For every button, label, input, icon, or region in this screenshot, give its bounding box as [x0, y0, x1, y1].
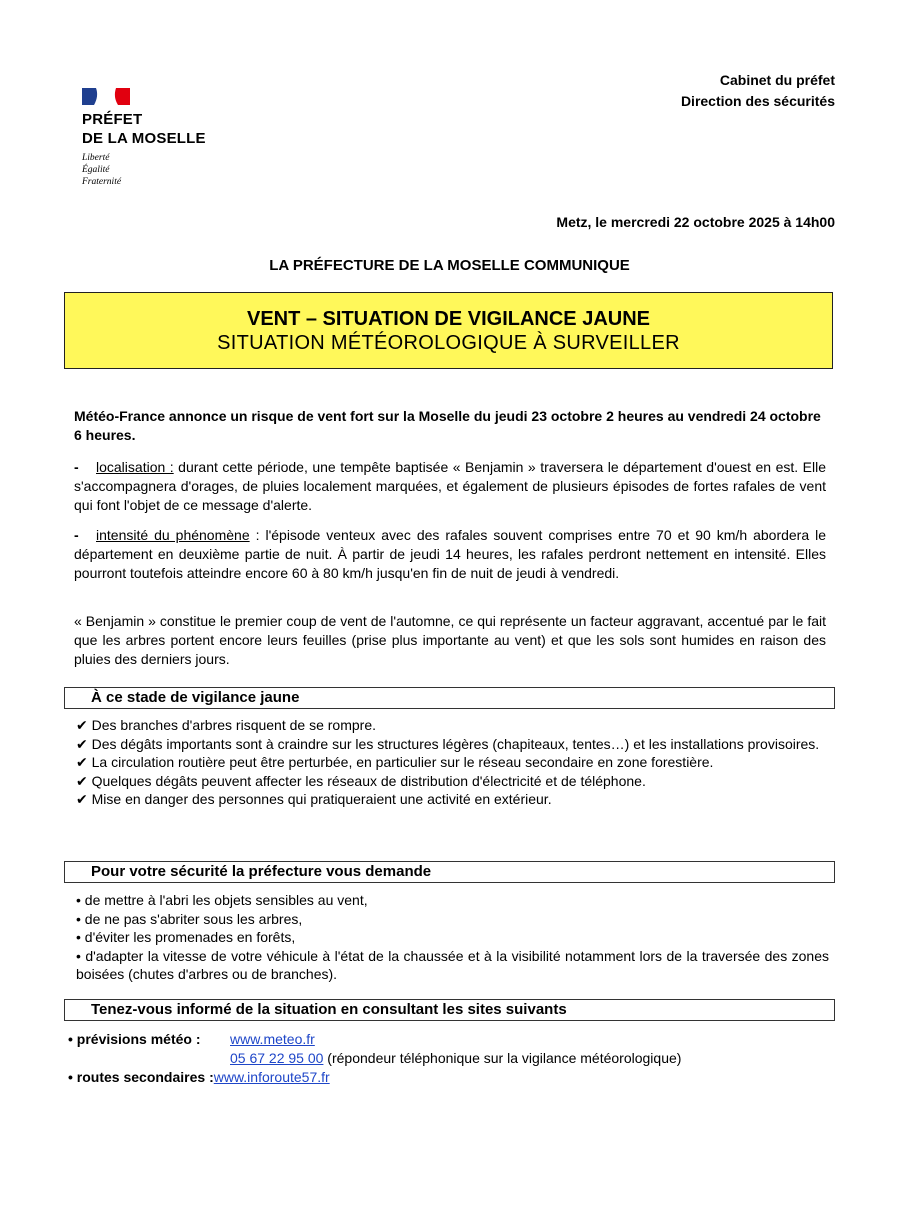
intensite-text: : l'épisode venteux avec des rafales souvent comprises entre 70 et 90 km/h abordera le département en deuxième partie de nuit. À partir de jeudi 14 heures, les rafales perdront nettement en intensité. Elles pourront toutefois atteindre encore 60 à 80 km/h jusqu'en fin de nuit de jeudi à vendredi. — [74, 527, 826, 581]
dateline: Metz, le mercredi 22 octobre 2025 à 14h00 — [556, 214, 835, 230]
list-item: ✔ Mise en danger des personnes qui pratiqueraient une activité en extérieur. — [76, 791, 552, 807]
list-item: ✔ Des dégâts importants sont à craindre sur les structures légères (chapiteaux, tentes…) et les installations provisoires. — [76, 735, 820, 752]
list-item: • d'adapter la vitesse de votre véhicule à l'état de la chaussée et à la visibilité notamment lors de la traversée des zones boisées (chutes d'arbres ou de branches). — [76, 947, 829, 982]
dash-bullet: - — [74, 459, 79, 475]
vigilance-section-title: À ce stade de vigilance jaune — [64, 687, 835, 709]
check-icon: ✔ — [76, 735, 88, 752]
intro-paragraph: Météo-France annonce un risque de vent fort sur la Moselle du jeudi 23 octobre 2 heures au vendredi 24 octobre 6 heures. — [74, 408, 821, 443]
republic-flag-icon — [82, 88, 130, 105]
routes-row — [68, 1068, 330, 1087]
routes-label: routes secondaires : — [76, 1069, 214, 1085]
check-icon: ✔ — [76, 791, 88, 807]
motto-liberte: Liberté — [82, 153, 110, 163]
issuer-direction: Direction des sécurités — [680, 93, 835, 109]
list-item: ✔ La circulation routière peut être perturbée, en particulier sur le réseau secondaire en zone forestière. — [76, 754, 714, 770]
alert-subtitle: SITUATION MÉTÉOROLOGIQUE À SURVEILLER — [217, 332, 680, 354]
benjamin-paragraph: « Benjamin » constitue le premier coup de vent de l'automne, ce qui représente un facteur aggravant, accentué par le fait que les arbres portent encore leurs feuilles (prise plus importante au vent) et que les sols sont humides en raison des pluies des derniers jours. — [74, 613, 826, 667]
vigilance-list — [76, 716, 829, 809]
securite-section-title: Pour votre sécurité la préfecture vous demande — [64, 861, 835, 883]
alert-title: VENT – SITUATION DE VIGILANCE JAUNE — [246, 308, 650, 330]
motto-fraternite: Fraternité — [82, 177, 122, 187]
info-sites — [68, 1030, 682, 1087]
list-item: • de ne pas s'abriter sous les arbres, — [76, 910, 303, 927]
bullet-icon: • — [76, 929, 81, 945]
dash-bullet: - — [74, 527, 79, 543]
republic-motto — [82, 152, 121, 188]
check-icon: ✔ — [76, 717, 88, 733]
bullet-icon: • — [68, 1031, 73, 1047]
securite-list — [76, 891, 829, 984]
phone-link[interactable]: 05 67 22 95 00 — [230, 1050, 324, 1066]
vigilance-alert-banner — [64, 292, 833, 369]
meteo-label: prévisions météo : — [76, 1031, 201, 1047]
list-item: ✔ Des branches d'arbres risquent de se rompre. — [76, 717, 376, 733]
localisation-text: durant cette période, une tempête baptisée « Benjamin » traversera le département d'ouest en est. Elle s'accompagnera d'orages, de pluies localement marquées, et également de plusieurs épisodes de fortes rafales de vent qui font l'objet de ce message d'alerte. — [74, 459, 826, 513]
bullet-icon: • — [76, 892, 81, 908]
info-section-title: Tenez-vous informé de la situation en consultant les sites suivants — [64, 999, 835, 1021]
meteo-row — [68, 1030, 330, 1049]
list-item: • d'éviter les promenades en forêts, — [76, 929, 296, 945]
issuer-block — [681, 70, 835, 112]
logo-title-line2: DE LA MOSELLE — [82, 130, 206, 147]
phone-note: (répondeur téléphonique sur la vigilance météorologique) — [323, 1050, 682, 1066]
list-item: ✔ Quelques dégâts peuvent affecter les réseaux de distribution d'électricité et de téléphone. — [76, 772, 646, 789]
bullet-icon: • — [76, 947, 81, 964]
check-icon: ✔ — [76, 754, 88, 770]
localisation-paragraph — [74, 458, 826, 515]
issuer-cabinet: Cabinet du préfet — [719, 72, 835, 88]
routes-link[interactable]: www.inforoute57.fr — [213, 1069, 330, 1085]
communique-title: LA PRÉFECTURE DE LA MOSELLE COMMUNIQUE — [269, 257, 630, 274]
list-item: • de mettre à l'abri les objets sensibles au vent, — [76, 892, 368, 908]
phone-row — [68, 1049, 682, 1068]
prefet-logo-title — [82, 110, 206, 148]
check-icon: ✔ — [76, 772, 88, 789]
bullet-icon: • — [76, 910, 81, 927]
meteo-link[interactable]: www.meteo.fr — [230, 1031, 315, 1047]
bullet-icon: • — [68, 1069, 73, 1085]
logo-title-line1: PRÉFET — [82, 111, 143, 128]
intensite-paragraph — [74, 526, 826, 583]
localisation-label: localisation : — [96, 459, 174, 475]
motto-egalite: Égalité — [82, 165, 110, 175]
intensite-label: intensité du phénomène — [96, 527, 250, 543]
